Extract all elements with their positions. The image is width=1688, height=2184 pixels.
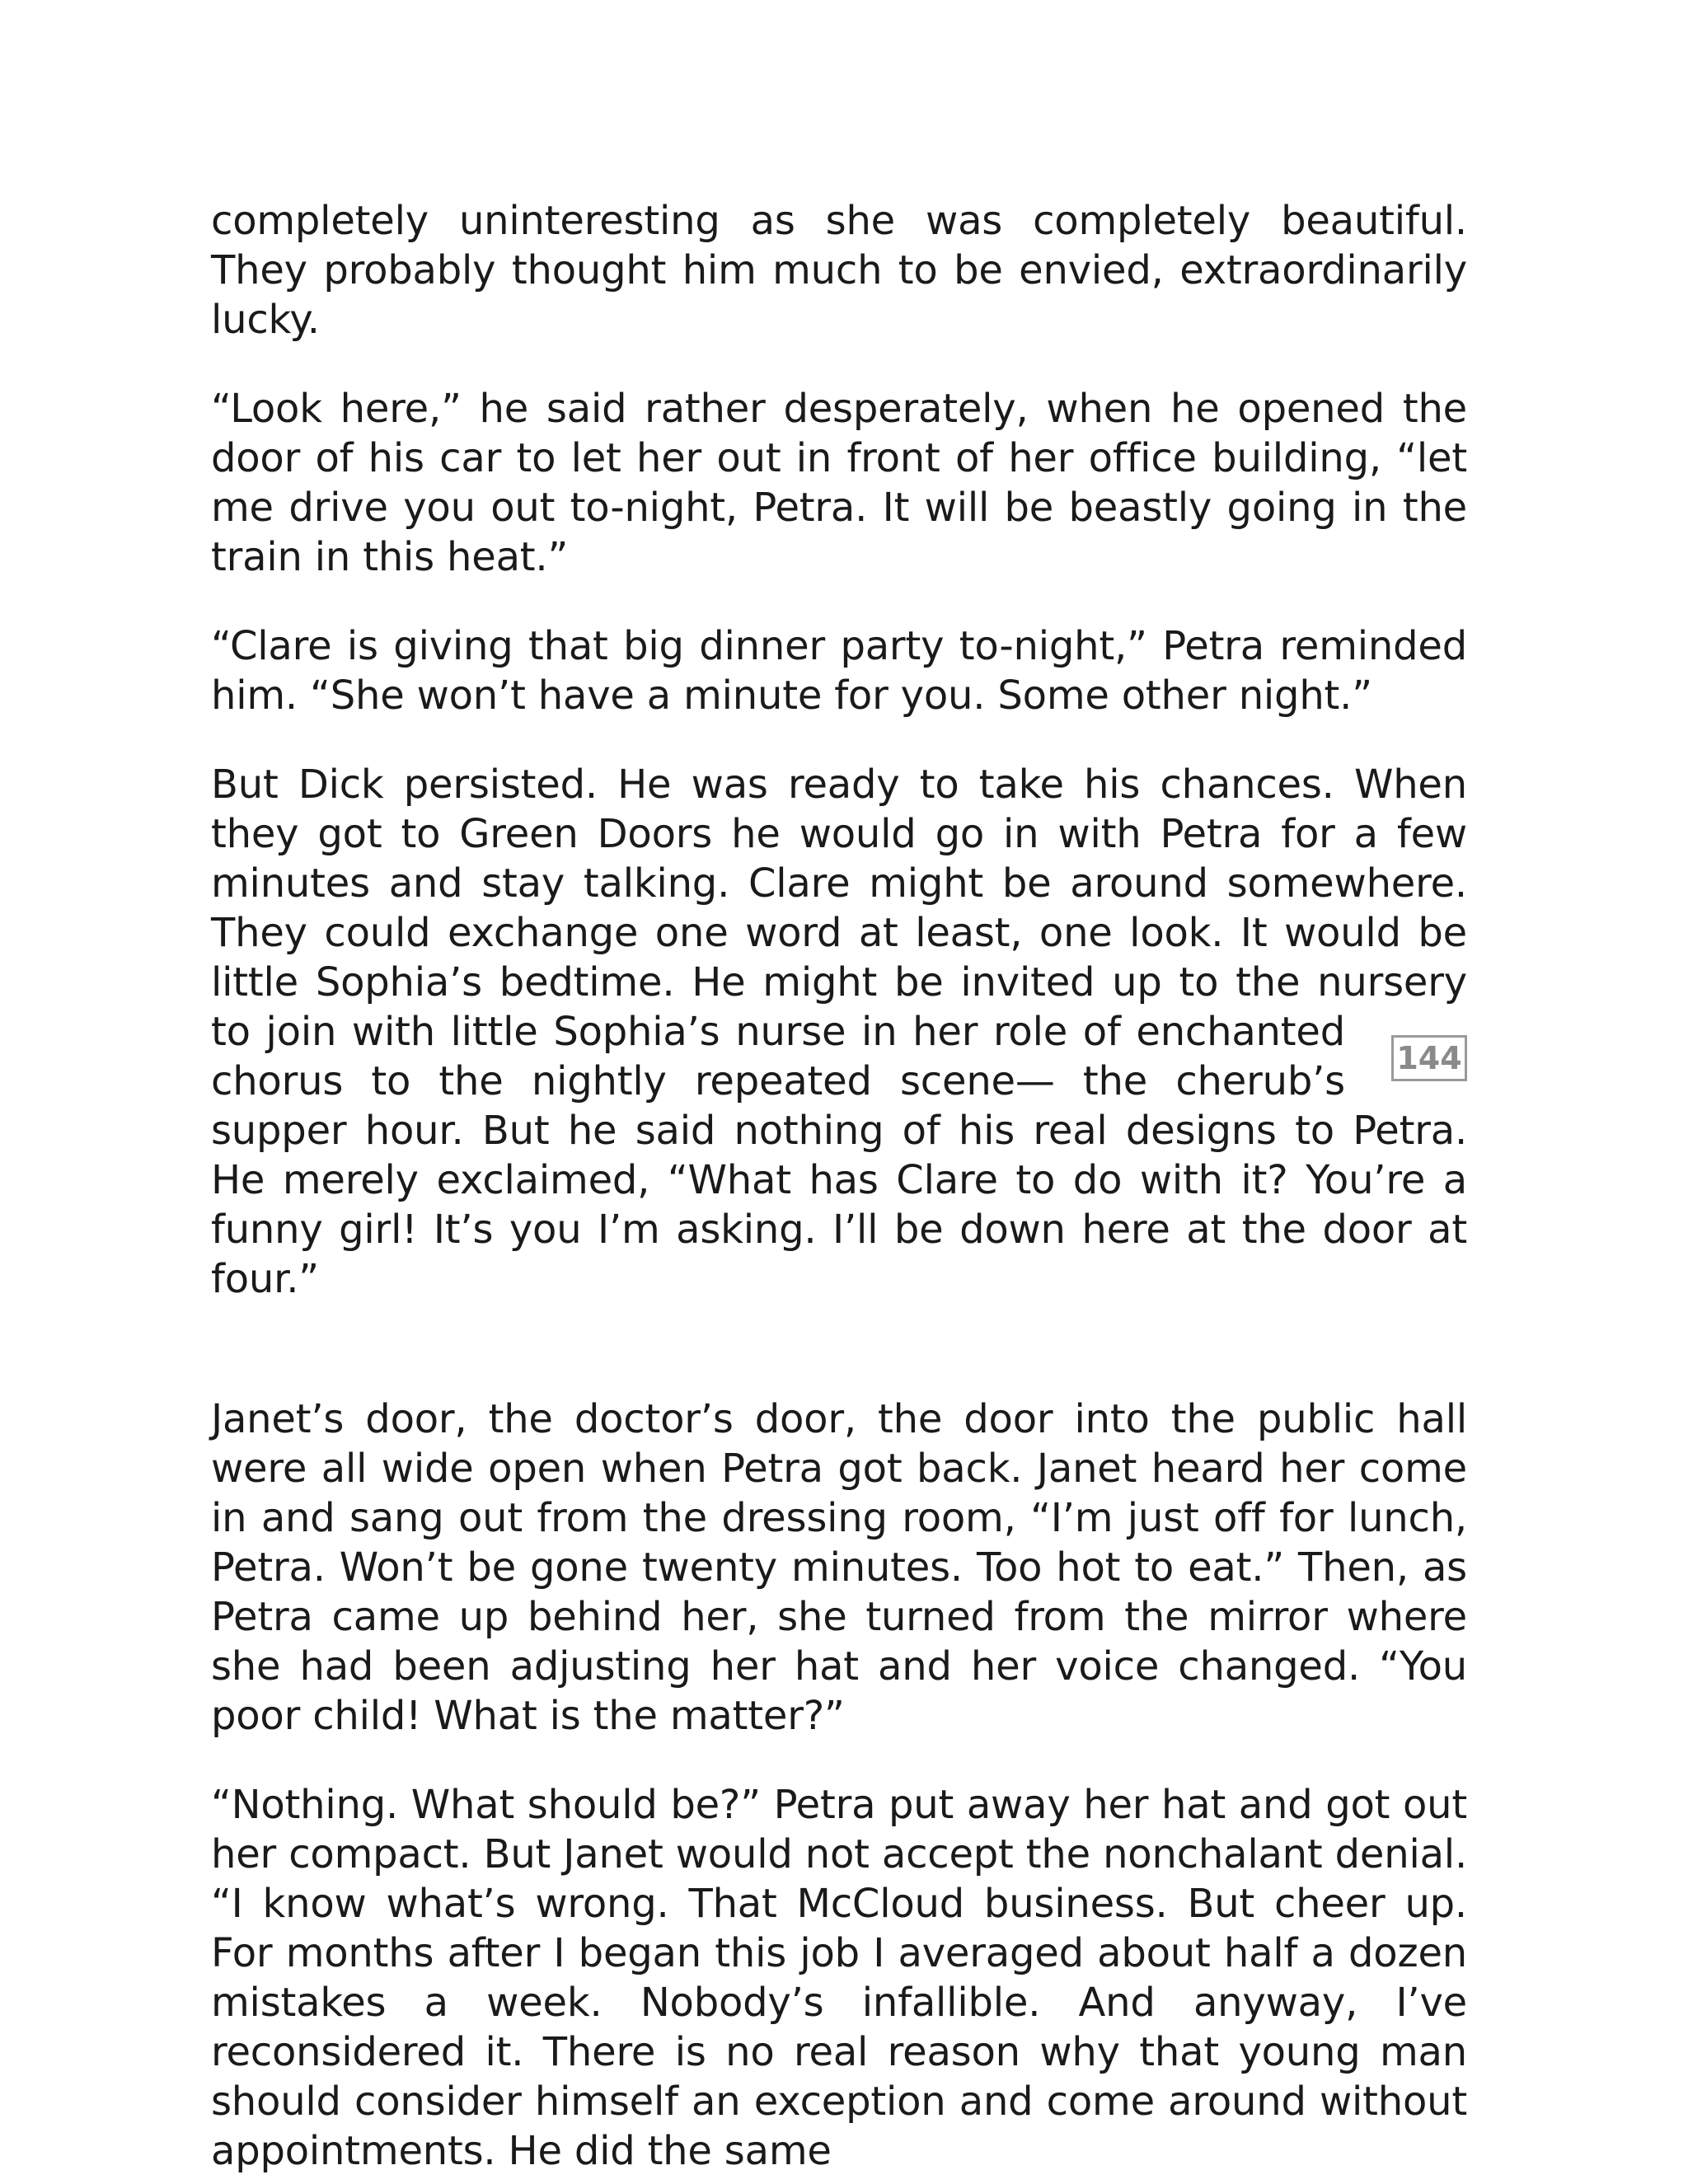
paragraph-4-container [211,760,1467,1304]
page-number-badge: 144 [1391,1035,1467,1081]
paragraph-6: “Nothing. What should be?” Petra put away her hat and got out her compact. But Janet would not accept the nonchalant denial. “I know what’s wrong. That McCloud business. But cheer up. For months after I began this job I averaged about half a dozen mistakes a week. Nobody’s infallible. And anyway, I’ve reconsidered it. There is no real reason why that young man should consider himself an exception and come around without appointments. He did the same [211,1782,1467,2174]
paragraph-3: “Clare is giving that big dinner party to-night,” Petra reminded him. “She won’t have a minute for you. Some other night.” [211,623,1467,719]
paragraph-1: completely uninteresting as she was completely beautiful. They probably thought him much to be envied, extraordinarily lucky. [211,198,1467,343]
paragraph-4: But Dick persisted. He was ready to take his chances. When they got to Green Doors he would go in with Petra for a few minutes and stay talking. Clare might be around somewhere. They could exchange one word at least, one look. It would be little Sophia’s bedtime. He might be invited up to the nursery to join with little Sophia’s nurse in her role of enchanted chorus to the nightly repeated scene— the cherub’s supper hour. But he said nothing of his real designs to Petra. He merely exclaimed, “What has Clare to do with it? You’re a funny girl! It’s you I’m asking. I’ll be down here at the door at four.” [211,762,1467,1302]
book-page [211,196,1467,2176]
paragraph-5: Janet’s door, the doctor’s door, the door into the public hall were all wide open when Petra got back. Janet heard her come in and sang out from the dressing room, “I’m just off for lunch, Petra. Won’t be gone twenty minutes. Too hot to eat.” Then, as Petra came up behind her, she turned from the mirror where she had been adjusting her hat and her voice changed. “You poor child! What is the matter?” [211,1396,1467,1739]
paragraph-2: “Look here,” he said rather desperately, when he opened the door of his car to let her out in front of her office building, “let me drive you out to-night, Petra. It will be beastly going in the train in this heat.” [211,386,1467,580]
